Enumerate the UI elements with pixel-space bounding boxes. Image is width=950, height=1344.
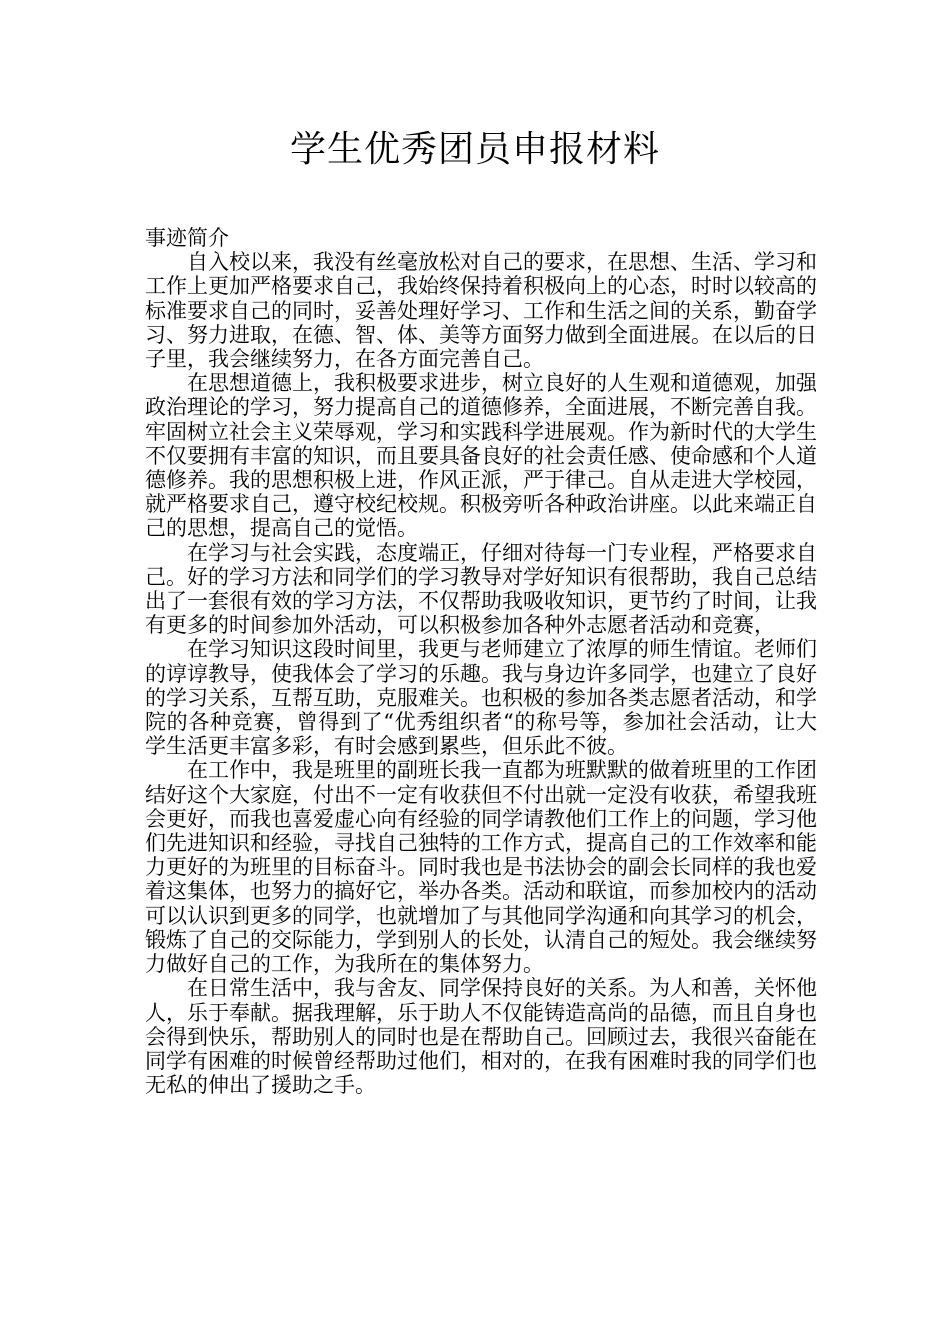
section-heading: 事迹简介 xyxy=(145,226,229,250)
paragraph-work: 在工作中，我是班里的副班长我一直都为班默默的做着班里的工作团结好这个大家庭，付出不一定有收获但不付出就一定没有收获，希望我班会更好，而我也喜爱虚心向有经验的同学请教他们工作上的问题，学习他们先进知识和经验，寻找自己独特的工作方式，提高自己的工作效率和能力更好的为班里的目标奋斗。同时我也是书法协会的副会长同样的我也爱着这集体，也努力的搞好它，举办各类。活动和联谊，而参加校内的活动可以认识到更多的同学，也就增加了与其他同学沟通和向其学习的机会，锻炼了自己的交际能力，学到别人的长处，认清自己的短处。我会继续努力做好自己的工作，为我所在的集体努力。 xyxy=(145,758,817,977)
document-body xyxy=(145,226,817,1097)
paragraph-ideology: 在思想道德上，我积极要求进步，树立良好的人生观和道德观，加强政治理论的学习，努力提高自己的道德修养，全面进展，不断完善自我。牢固树立社会主义荣辱观，学习和实践科学进展观。作为新时代的大学生不仅要拥有丰富的知识，而且要具备良好的社会责任感、使命感和个人道德修养。我的思想积极上进，作风正派，严于律己。自从走进大学校园，就严格要求自己，遵守校纪校规。积极旁听各种政治讲座。以此来端正自己的思想，提高自己的觉悟。 xyxy=(145,371,817,541)
document-title: 学生优秀团员申报材料 xyxy=(289,129,660,170)
paragraph-intro: 自入校以来，我没有丝毫放松对自己的要求，在思想、生活、学习和工作上更加严格要求自己，我始终保持着积极向上的心态，时时以较高的标准要求自己的同时，妥善处理好学习、工作和生活之间的关系，勤奋学习、努力进取，在德、智、体、美等方面努力做到全面进展。在以后的日子里，我会继续努力，在各方面完善自己。 xyxy=(145,250,817,372)
paragraph-study-practice: 在学习与社会实践，态度端正，仔细对待每一门专业程，严格要求自己。好的学习方法和同学们的学习教导对学好知识有很帮助，我自己总结出了一套很有效的学习方法，不仅帮助我吸收知识，更节约了时间，让我有更多的时间参加外活动，可以积极参加各种外志愿者活动和竞赛， xyxy=(145,540,817,638)
paragraph-teachers: 在学习知识这段时间里，我更与老师建立了浓厚的师生情谊。老师们的谆谆教导，使我体会了学习的乐趣。我与身边许多同学，也建立了良好的学习关系，互帮互助，克服难关。也积极的参加各类志愿者活动，和学院的各种竞赛，曾得到了“优秀组织者“的称号等，参加社会活动，让大学生活更丰富多彩，有时会感到累些，但乐此不彼。 xyxy=(145,637,817,759)
paragraph-daily-life: 在日常生活中，我与舍友、同学保持良好的关系。为人和善，关怀他人，乐于奉献。据我理解，乐于助人不仅能铸造高尚的品德，而且自身也会得到快乐，帮助别人的同时也是在帮助自己。回顾过去，我很兴奋能在同学有困难的时候曾经帮助过他们，相对的，在我有困难时我的同学们也无私的伸出了援助之手。 xyxy=(145,976,817,1098)
